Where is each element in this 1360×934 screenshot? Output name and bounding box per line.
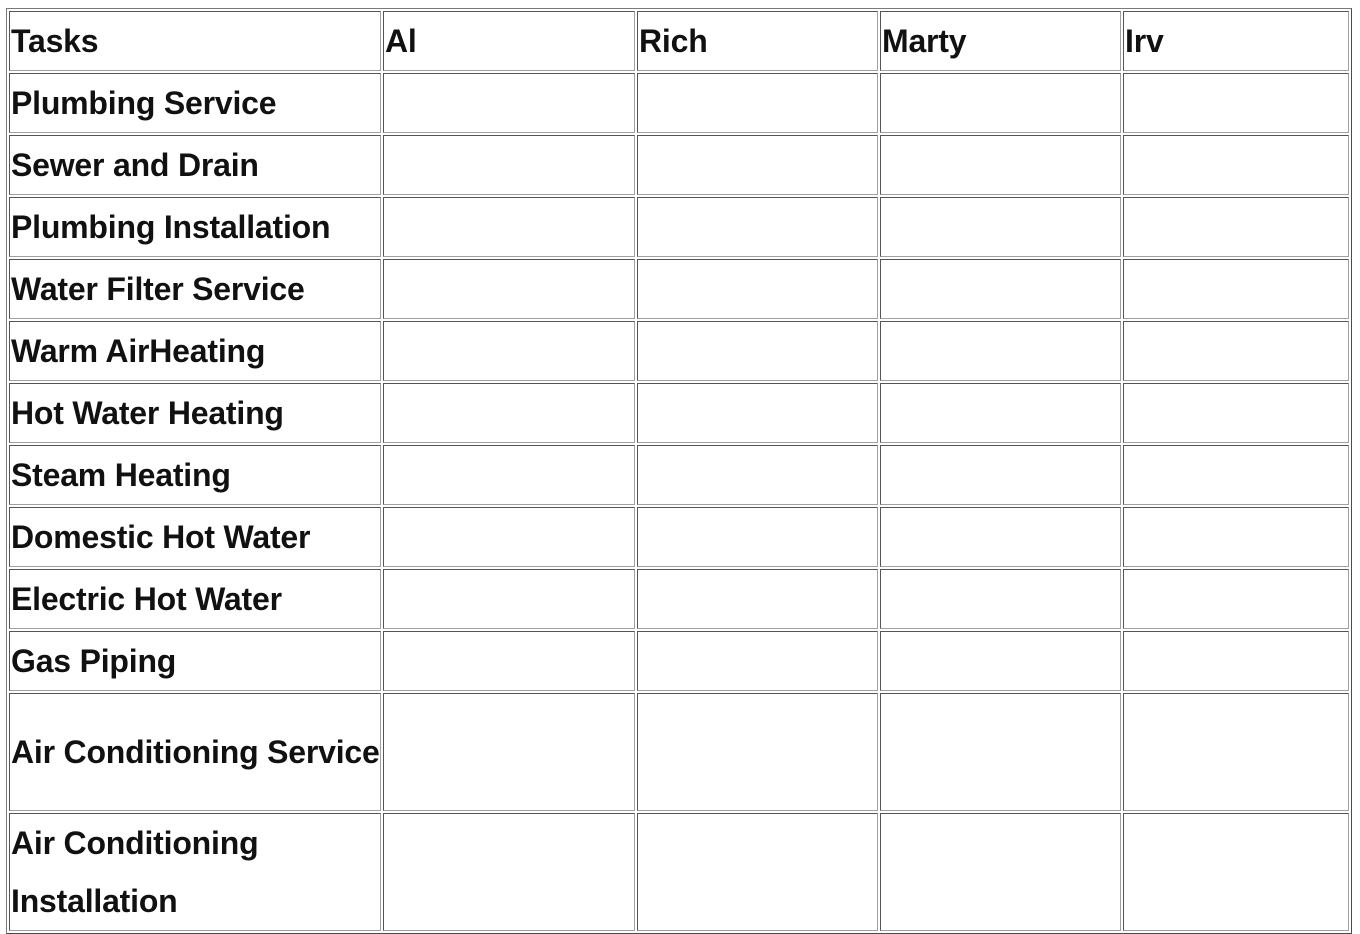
task-cell: Plumbing Installation: [9, 197, 381, 257]
assignment-cell-irv[interactable]: [1123, 73, 1349, 133]
table-row: [9, 73, 1349, 133]
assignment-cell-al[interactable]: [383, 73, 635, 133]
task-cell: Sewer and Drain: [9, 135, 381, 195]
table-row: [9, 259, 1349, 319]
assignment-cell-al[interactable]: [383, 631, 635, 691]
assignment-cell-rich[interactable]: [637, 383, 878, 443]
assignment-cell-al[interactable]: [383, 693, 635, 811]
task-cell: Steam Heating: [9, 445, 381, 505]
assignment-cell-irv[interactable]: [1123, 321, 1349, 381]
header-marty: Marty: [880, 11, 1121, 71]
assignment-cell-marty[interactable]: [880, 569, 1121, 629]
assignment-cell-irv[interactable]: [1123, 197, 1349, 257]
task-cell: Gas Piping: [9, 631, 381, 691]
table-row: [9, 631, 1349, 691]
table-row: [9, 569, 1349, 629]
table-row: [9, 321, 1349, 381]
assignment-cell-marty[interactable]: [880, 321, 1121, 381]
assignment-cell-rich[interactable]: [637, 813, 878, 931]
task-cell: Warm AirHeating: [9, 321, 381, 381]
table-row: [9, 507, 1349, 567]
task-cell: Water Filter Service: [9, 259, 381, 319]
table-row: [9, 445, 1349, 505]
table-row: [9, 693, 1349, 811]
assignment-cell-marty[interactable]: [880, 259, 1121, 319]
assignment-cell-irv[interactable]: [1123, 259, 1349, 319]
assignment-cell-al[interactable]: [383, 383, 635, 443]
assignment-cell-al[interactable]: [383, 197, 635, 257]
header-tasks: Tasks: [9, 11, 381, 71]
task-cell: Electric Hot Water: [9, 569, 381, 629]
header-irv: Irv: [1123, 11, 1349, 71]
assignment-cell-al[interactable]: [383, 321, 635, 381]
assignment-cell-marty[interactable]: [880, 383, 1121, 443]
assignment-cell-rich[interactable]: [637, 259, 878, 319]
assignment-cell-marty[interactable]: [880, 197, 1121, 257]
assignment-cell-irv[interactable]: [1123, 631, 1349, 691]
assignment-cell-rich[interactable]: [637, 445, 878, 505]
assignment-cell-irv[interactable]: [1123, 569, 1349, 629]
assignment-cell-irv[interactable]: [1123, 383, 1349, 443]
table-row: [9, 197, 1349, 257]
assignment-cell-rich[interactable]: [637, 631, 878, 691]
assignment-cell-al[interactable]: [383, 135, 635, 195]
assignment-cell-irv[interactable]: [1123, 693, 1349, 811]
assignment-cell-rich[interactable]: [637, 321, 878, 381]
assignment-cell-al[interactable]: [383, 507, 635, 567]
assignment-cell-irv[interactable]: [1123, 135, 1349, 195]
assignment-cell-rich[interactable]: [637, 73, 878, 133]
table-row: [9, 813, 1349, 931]
header-rich: Rich: [637, 11, 878, 71]
task-cell: Hot Water Heating: [9, 383, 381, 443]
assignment-cell-rich[interactable]: [637, 135, 878, 195]
header-al: Al: [383, 11, 635, 71]
assignment-cell-irv[interactable]: [1123, 813, 1349, 931]
assignment-cell-rich[interactable]: [637, 507, 878, 567]
assignment-cell-al[interactable]: [383, 813, 635, 931]
task-assignment-table: [6, 8, 1352, 934]
assignment-cell-marty[interactable]: [880, 693, 1121, 811]
assignment-cell-marty[interactable]: [880, 813, 1121, 931]
assignment-cell-rich[interactable]: [637, 569, 878, 629]
task-cell: Plumbing Service: [9, 73, 381, 133]
table-row: [9, 135, 1349, 195]
assignment-cell-al[interactable]: [383, 445, 635, 505]
task-cell: Air Conditioning Service: [9, 693, 381, 811]
task-cell: Domestic Hot Water: [9, 507, 381, 567]
assignment-cell-rich[interactable]: [637, 693, 878, 811]
assignment-cell-irv[interactable]: [1123, 445, 1349, 505]
assignment-cell-marty[interactable]: [880, 135, 1121, 195]
assignment-cell-marty[interactable]: [880, 73, 1121, 133]
assignment-cell-marty[interactable]: [880, 445, 1121, 505]
assignment-cell-irv[interactable]: [1123, 507, 1349, 567]
table-row: [9, 383, 1349, 443]
assignment-cell-marty[interactable]: [880, 507, 1121, 567]
assignment-cell-marty[interactable]: [880, 631, 1121, 691]
task-cell: Air Conditioning Installation: [9, 813, 381, 931]
header-row: [9, 11, 1349, 71]
assignment-cell-al[interactable]: [383, 569, 635, 629]
assignment-cell-rich[interactable]: [637, 197, 878, 257]
assignment-cell-al[interactable]: [383, 259, 635, 319]
